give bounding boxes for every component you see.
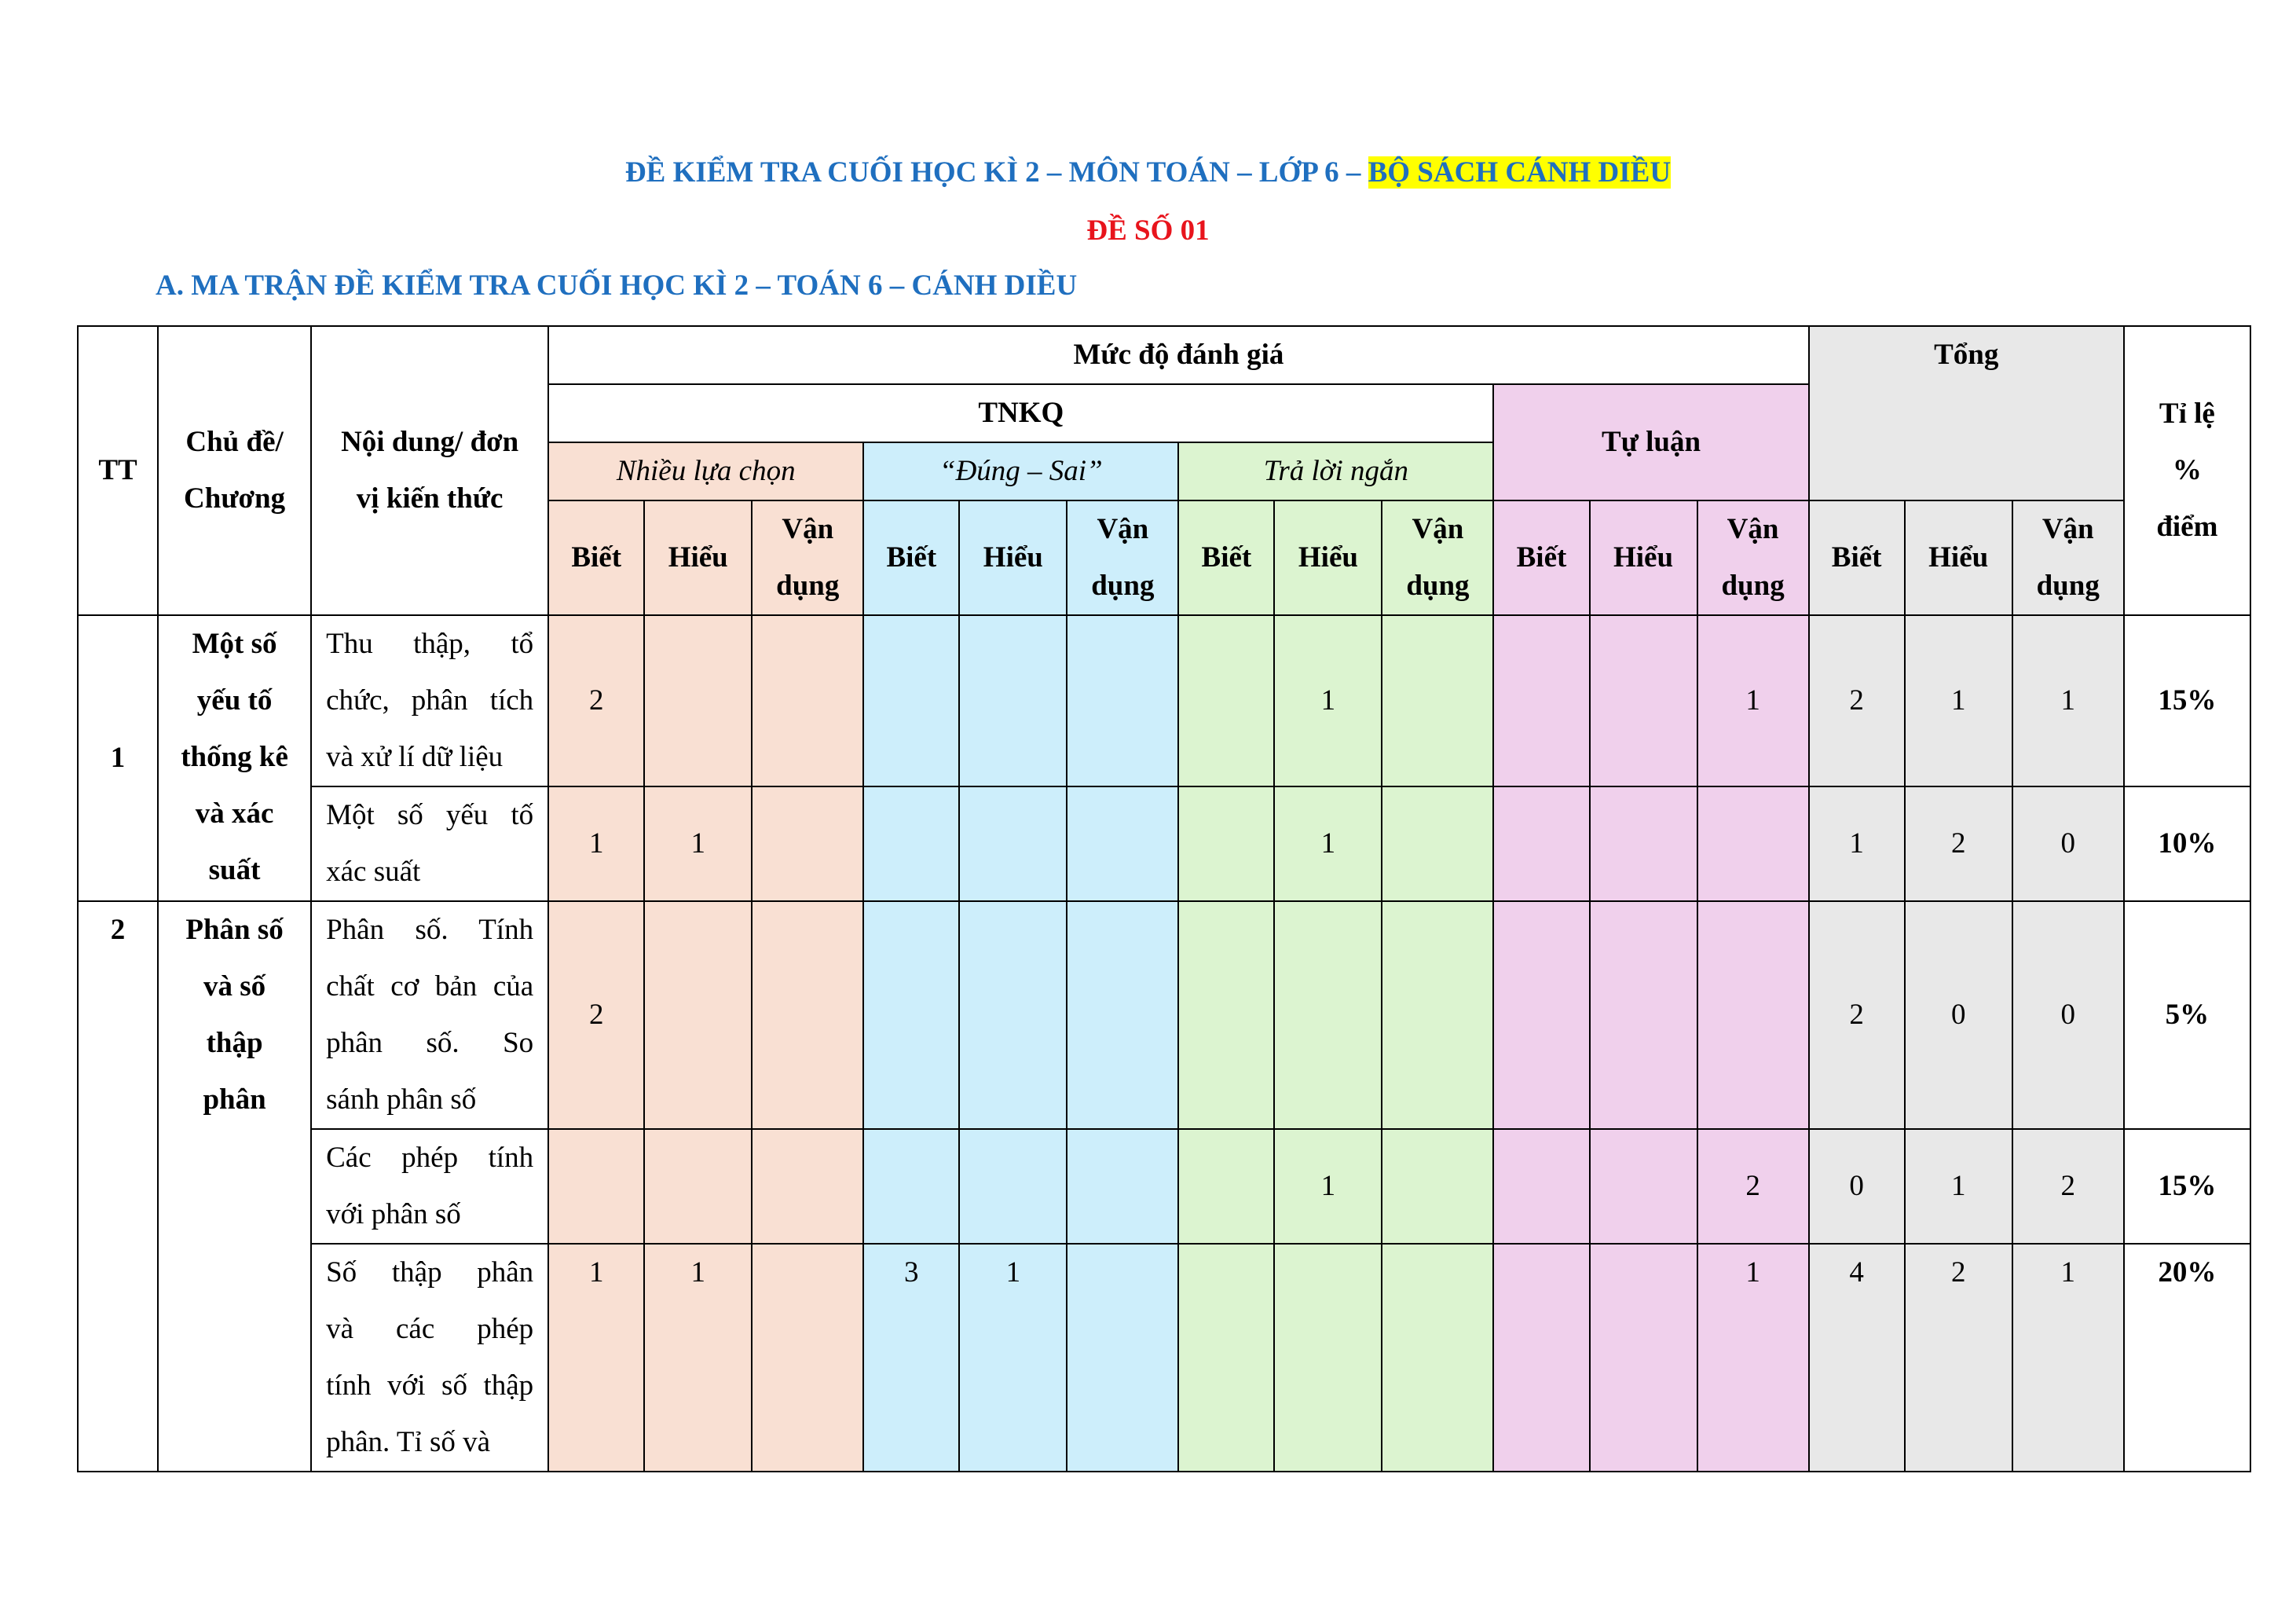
value-cell: 2 [548,901,644,1129]
value-cell [1067,786,1178,901]
header-muc-do: Mức độ đánh giá [548,326,1808,384]
value-cell: 2 [548,615,644,786]
value-cell: 0 [1905,901,2012,1129]
header-level-van-dung: Vận dụng [2012,500,2124,615]
header-level-hieu: Hiểu [1905,500,2012,615]
value-cell [1382,1244,1493,1472]
header-level-van-dung: Vận dụng [1067,500,1178,615]
header-level-biet: Biết [1809,500,1905,615]
row-topic: Phân số và số thập phân [158,901,311,1472]
value-cell [1382,1129,1493,1244]
value-cell: 2 [1809,615,1905,786]
value-cell [1590,1244,1697,1472]
value-cell [1067,615,1178,786]
value-cell [959,901,1067,1129]
header-level-hieu: Hiểu [644,500,752,615]
header-tong: Tổng [1809,326,2124,500]
value-cell [959,1129,1067,1244]
row-percent: 5% [2124,901,2250,1129]
table-row [78,615,2250,786]
value-cell [1697,901,1809,1129]
title-highlight: BỘ SÁCH CÁNH DIỀU [1368,156,1672,189]
row-content: Một số yếu tố xác suất [311,786,548,901]
value-cell [1590,1129,1697,1244]
exam-number: ĐỀ SỐ 01 [1086,214,1210,247]
value-cell: 1 [1697,615,1809,786]
header-tt: TT [78,326,158,615]
value-cell [1178,1244,1274,1472]
value-cell [1697,786,1809,901]
value-cell: 0 [1809,1129,1905,1244]
value-cell: 1 [2012,1244,2124,1472]
value-cell: 1 [548,1244,644,1472]
header-tra-loi-ngan: Trả lời ngắn [1178,442,1493,500]
value-cell: 1 [644,1244,752,1472]
value-cell [752,901,863,1129]
row-content: Phân số. Tính chất cơ bản của phân số. So sánh phân số [311,901,548,1129]
header-level-van-dung: Vận dụng [1697,500,1809,615]
value-cell [548,1129,644,1244]
table-row [78,1129,2250,1244]
header-level-hieu: Hiểu [959,500,1067,615]
value-cell [644,901,752,1129]
value-cell: 4 [1809,1244,1905,1472]
table-row [78,901,2250,1129]
row-content: Số thập phân và các phép tính với số thập phân. Tỉ số và [311,1244,548,1472]
table-row [78,1244,2250,1472]
value-cell [863,615,959,786]
value-cell [1590,615,1697,786]
section-title: A. MA TRẬN ĐỀ KIỂM TRA CUỐI HỌC KÌ 2 – TOÁN 6 – CÁNH DIỀU [156,269,1078,302]
value-cell [959,786,1067,901]
header-level-hieu: Hiểu [1274,500,1382,615]
value-cell [1067,1129,1178,1244]
value-cell: 1 [1809,786,1905,901]
value-cell [959,615,1067,786]
table-header [78,326,2250,615]
value-cell: 3 [863,1244,959,1472]
value-cell [1067,901,1178,1129]
value-cell: 0 [2012,786,2124,901]
row-percent: 15% [2124,1129,2250,1244]
value-cell [863,786,959,901]
header-ti-le: Tỉ lệ % điểm [2124,326,2250,615]
row-percent: 10% [2124,786,2250,901]
header-chu-de: Chủ đề/ Chương [158,326,311,615]
value-cell [752,1129,863,1244]
value-cell [1178,901,1274,1129]
header-level-hieu: Hiểu [1590,500,1697,615]
value-cell [1493,901,1589,1129]
document-title [0,156,2296,189]
value-cell: 1 [1905,615,2012,786]
value-cell: 1 [1697,1244,1809,1472]
value-cell [1178,1129,1274,1244]
value-cell [1493,1244,1589,1472]
row-content: Thu thập, tổ chức, phân tích và xử lí dữ liệu [311,615,548,786]
value-cell: 1 [1274,615,1382,786]
value-cell [1067,1244,1178,1472]
header-dung-sai: “Đúng – Sai” [863,442,1178,500]
header-level-biet: Biết [1178,500,1274,615]
value-cell [1178,786,1274,901]
value-cell: 2 [1905,786,2012,901]
value-cell [1274,1244,1382,1472]
value-cell [1382,786,1493,901]
value-cell [752,1244,863,1472]
row-percent: 15% [2124,615,2250,786]
value-cell [752,615,863,786]
value-cell [752,786,863,901]
header-level-biet: Biết [1493,500,1589,615]
value-cell: 1 [548,786,644,901]
value-cell [1493,615,1589,786]
value-cell [1493,1129,1589,1244]
title-main: ĐỀ KIỂM TRA CUỐI HỌC KÌ 2 – MÔN TOÁN – LỚP 6 – [624,156,1368,189]
assessment-matrix-table [77,325,2251,1472]
value-cell: 1 [959,1244,1067,1472]
value-cell: 1 [2012,615,2124,786]
value-cell: 0 [2012,901,2124,1129]
value-cell: 1 [1274,786,1382,901]
value-cell: 2 [1905,1244,2012,1472]
header-level-biet: Biết [548,500,644,615]
row-tt: 2 [78,901,158,1472]
row-topic: Một số yếu tố thống kê và xác suất [158,615,311,901]
value-cell: 2 [2012,1129,2124,1244]
value-cell [644,1129,752,1244]
header-tu-luan: Tự luận [1493,384,1808,500]
value-cell: 1 [644,786,752,901]
header-noi-dung: Nội dung/ đơn vị kiến thức [311,326,548,615]
value-cell [863,1129,959,1244]
value-cell [1590,786,1697,901]
header-tnkq: TNKQ [548,384,1493,442]
value-cell [1178,615,1274,786]
value-cell: 2 [1809,901,1905,1129]
header-level-biet: Biết [863,500,959,615]
value-cell [1382,901,1493,1129]
value-cell [863,901,959,1129]
value-cell [1274,901,1382,1129]
value-cell [1493,786,1589,901]
value-cell: 1 [1274,1129,1382,1244]
value-cell [1382,615,1493,786]
value-cell: 2 [1697,1129,1809,1244]
table-row [78,786,2250,901]
row-tt: 1 [78,615,158,901]
header-level-van-dung: Vận dụng [1382,500,1493,615]
value-cell: 1 [1905,1129,2012,1244]
table-body [78,615,2250,1472]
value-cell [644,615,752,786]
value-cell [1590,901,1697,1129]
header-nhieu-lua-chon: Nhiều lựa chọn [548,442,863,500]
row-percent: 20% [2124,1244,2250,1472]
header-level-van-dung: Vận dụng [752,500,863,615]
row-content: Các phép tính với phân số [311,1129,548,1244]
